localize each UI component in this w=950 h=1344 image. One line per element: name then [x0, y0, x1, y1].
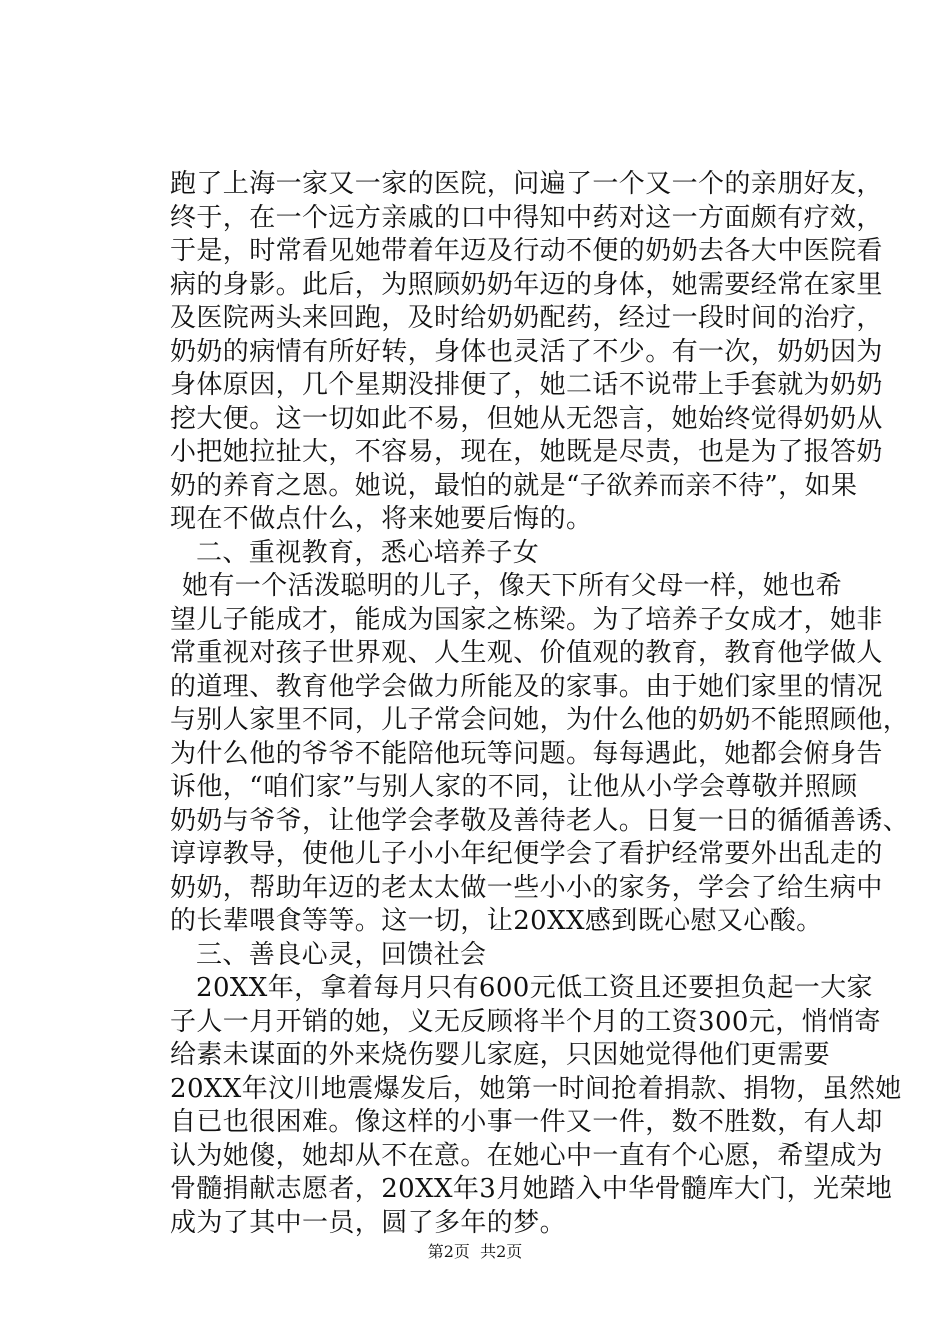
paragraph-line: 常重视对孩子世界观、人生观、价值观的教育，教育他学做人 [170, 638, 883, 668]
paragraph-line: 子人一月开销的她，义无反顾将半个月的工资300元，悄悄寄 [170, 1006, 881, 1037]
paragraph-line: 奶奶，帮助年迈的老太太做一些小小的家务，学会了给生病中 [170, 872, 883, 903]
paragraph-line: 奶奶的病情有所好转，身体也灵活了不少。有一次，奶奶因为 [170, 336, 883, 367]
paragraph-line: 现在不做点什么，将来她要后悔的。 [170, 504, 593, 534]
paragraph-line: 20XX年汶川地震爆发后，她第一时间抢着捐款、捐物，虽然她 [170, 1073, 902, 1104]
paragraph-line: 身体原因，几个星期没排便了，她二话不说带上手套就为奶奶 [170, 370, 883, 400]
paragraph-line: 20XX年，拿着每月只有600元低工资且还要担负起一大家 [196, 973, 873, 1003]
paragraph-line: 奶奶与爷爷，让他学会孝敬及善待老人。日复一日的循循善诱、 [170, 805, 910, 836]
paragraph-line: 与别人家里不同，儿子常会问她，为什么他的奶奶不能照顾他， [170, 705, 910, 735]
paragraph-line: 给素未谋面的外来烧伤婴儿家庭，只因她觉得他们更需要 [170, 1040, 831, 1070]
paragraph-line: 成为了其中一员，圆了多年的梦。 [170, 1207, 567, 1238]
paragraph-line: 为什么他的爷爷不能陪他玩等问题。每每遇此，她都会俯身告 [170, 738, 883, 769]
section-heading: 二、重视教育，悉心培养子女 [196, 537, 540, 568]
paragraph-line: 谆谆教导，使他儿子小小年纪便学会了看护经常要外出乱走的 [170, 839, 883, 869]
document-body [170, 168, 910, 1240]
paragraph-line: 跑了上海一家又一家的医院，问遍了一个又一个的亲朋好友， [170, 169, 883, 199]
paragraph-line: 她有一个活泼聪明的儿子，像天下所有父母一样，她也希 [182, 571, 843, 601]
paragraph-line: 病的身影。此后，为照顾奶奶年迈的身体，她需要经常在家里 [170, 269, 883, 300]
section-heading: 三、善良心灵，回馈社会 [196, 939, 487, 970]
paragraph-line: 认为她傻，她却从不在意。在她心中一直有个心愿，希望成为 [170, 1140, 883, 1171]
paragraph-line: 小把她拉扯大，不容易，现在，她既是尽责，也是为了报答奶 [170, 437, 883, 467]
paragraph-line: 的长辈喂食等等。这一切，让20XX感到既心慰又心酸。 [170, 906, 823, 936]
page-number-footer: 第2页 共2页 [427, 1242, 523, 1261]
paragraph-line: 奶的养育之恩。她说，最怕的就是“子欲养而亲不待”，如果 [170, 470, 858, 501]
paragraph-line: 终于，在一个远方亲戚的口中得知中药对这一方面颇有疗效， [170, 202, 883, 233]
paragraph-line: 望儿子能成才，能成为国家之栋梁。为了培养子女成才，她非 [170, 604, 883, 635]
paragraph-line: 及医院两头来回跑，及时给奶奶配药，经过一段时间的治疗， [170, 303, 883, 333]
paragraph-line: 挖大便。这一切如此不易，但她从无怨言，她始终觉得奶奶从 [170, 403, 883, 434]
paragraph-line: 的道理、教育他学会做力所能及的家事。由于她们家里的情况 [170, 671, 883, 702]
paragraph-line: 自已也很困难。像这样的小事一件又一件，数不胜数，有人却 [170, 1107, 883, 1137]
paragraph-line: 于是，时常看见她带着年迈及行动不便的奶奶去各大中医院看 [170, 236, 883, 266]
paragraph-line: 骨髓捐献志愿者，20XX年3月她踏入中华骨髓库大门，光荣地 [170, 1174, 893, 1204]
paragraph-line: 诉他，“咱们家”与别人家的不同，让他从小学会尊敬并照顾 [170, 772, 858, 802]
